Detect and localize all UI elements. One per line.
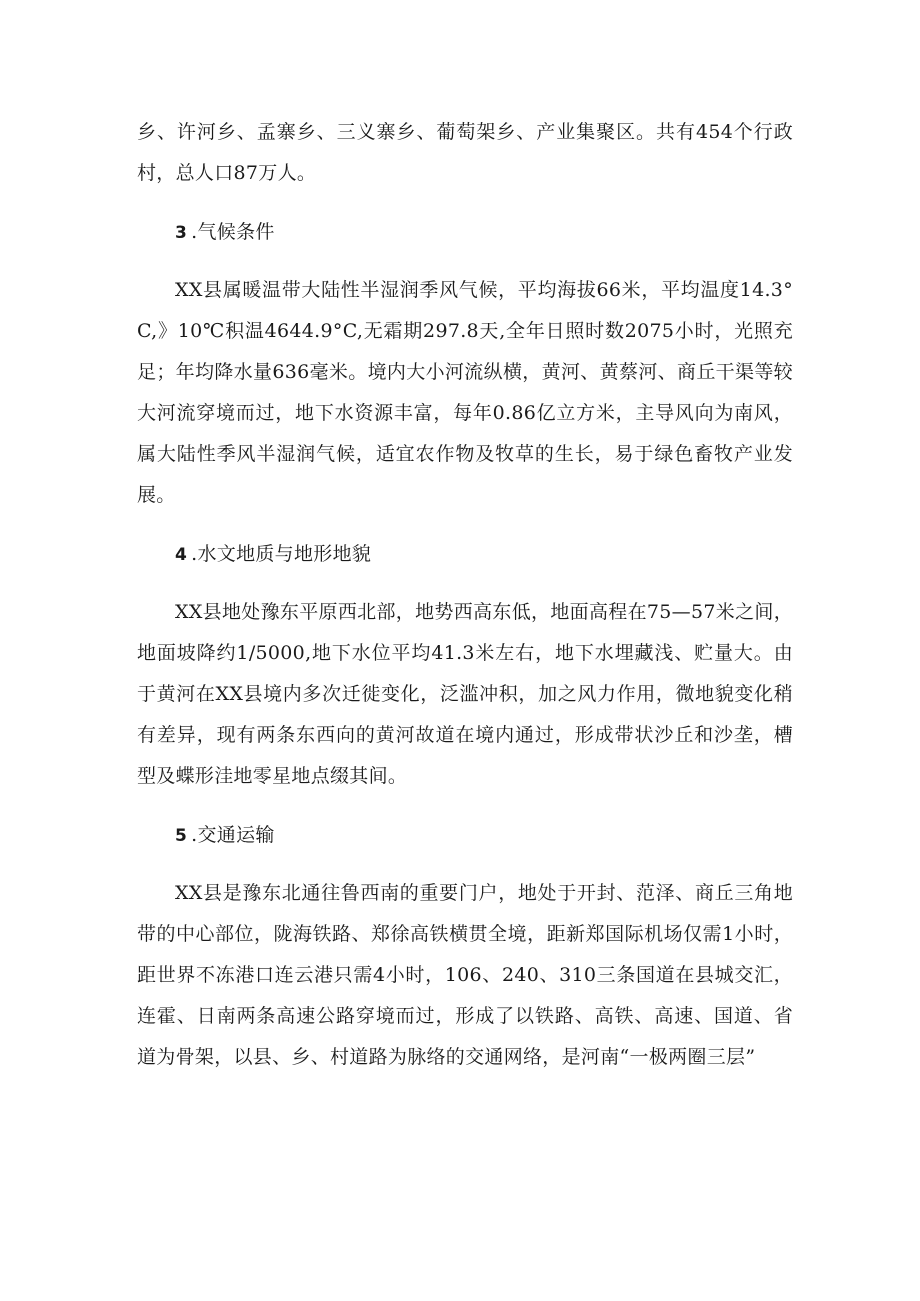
spacer [137,254,793,270]
section-number: 4 [175,545,188,565]
section-heading-climate [137,212,793,254]
section-number: 3 [175,223,188,243]
section-heading-hydrogeology [137,534,793,576]
spacer [137,194,793,212]
section-title: .水文地质与地形地貌 [191,543,372,565]
section-body-transport: XX县是豫东北通往鲁西南的重要门户，地处于开封、范泽、商丘三角地带的中心部位，陇海铁路、郑徐高铁横贯全境，距新郑国际机场仅需1小时，距世界不冻港口连云港只需4小时，106、240、310三条国道在县城交汇，连霍、日南两条高速公路穿境而过，形成了以铁路、高铁、高速、国道、省道为骨架，以县、乡、村道路为脉络的交通网络，是河南“一极两圈三层” [137,882,793,1068]
spacer [137,516,793,534]
intro-paragraph: 乡、许河乡、孟寨乡、三义寨乡、葡萄架乡、产业集聚区。共有454个行政村，总人口87万人。 [137,121,793,184]
section-title: .气候条件 [191,221,275,243]
spacer [137,576,793,592]
section-heading-transport [137,815,793,857]
document-page [137,112,793,1078]
section-body-climate: XX县属暖温带大陆性半湿润季风气候，平均海拔66米，平均温度14.3°C,》10℃积温4644.9°C,无霜期297.8天,全年日照时数2075小时，光照充足；年均降水量636毫米。境内大小河流纵横，黄河、黄蔡河、商丘干渠等较大河流穿境而过，地下水资源丰富，每年0.86亿立方米，主导风向为南风，属大陆性季风半湿润气候，适宜农作物及牧草的生长，易于绿色畜牧产业发展。 [137,279,793,506]
section-title: .交通运输 [191,824,275,846]
spacer [137,857,793,873]
spacer [137,797,793,815]
section-body-hydrogeology: XX县地处豫东平原西北部，地势西高东低，地面高程在75—57米之间，地面坡降约1/5000,地下水位平均41.3米左右，地下水埋藏浅、贮量大。由于黄河在XX县境内多次迁徙变化，泛滥冲积，加之风力作用，微地貌变化稍有差异，现有两条东西向的黄河故道在境内通过，形成带状沙丘和沙垄，槽型及蝶形洼地零星地点缀其间。 [137,601,793,787]
section-number: 5 [175,826,188,846]
